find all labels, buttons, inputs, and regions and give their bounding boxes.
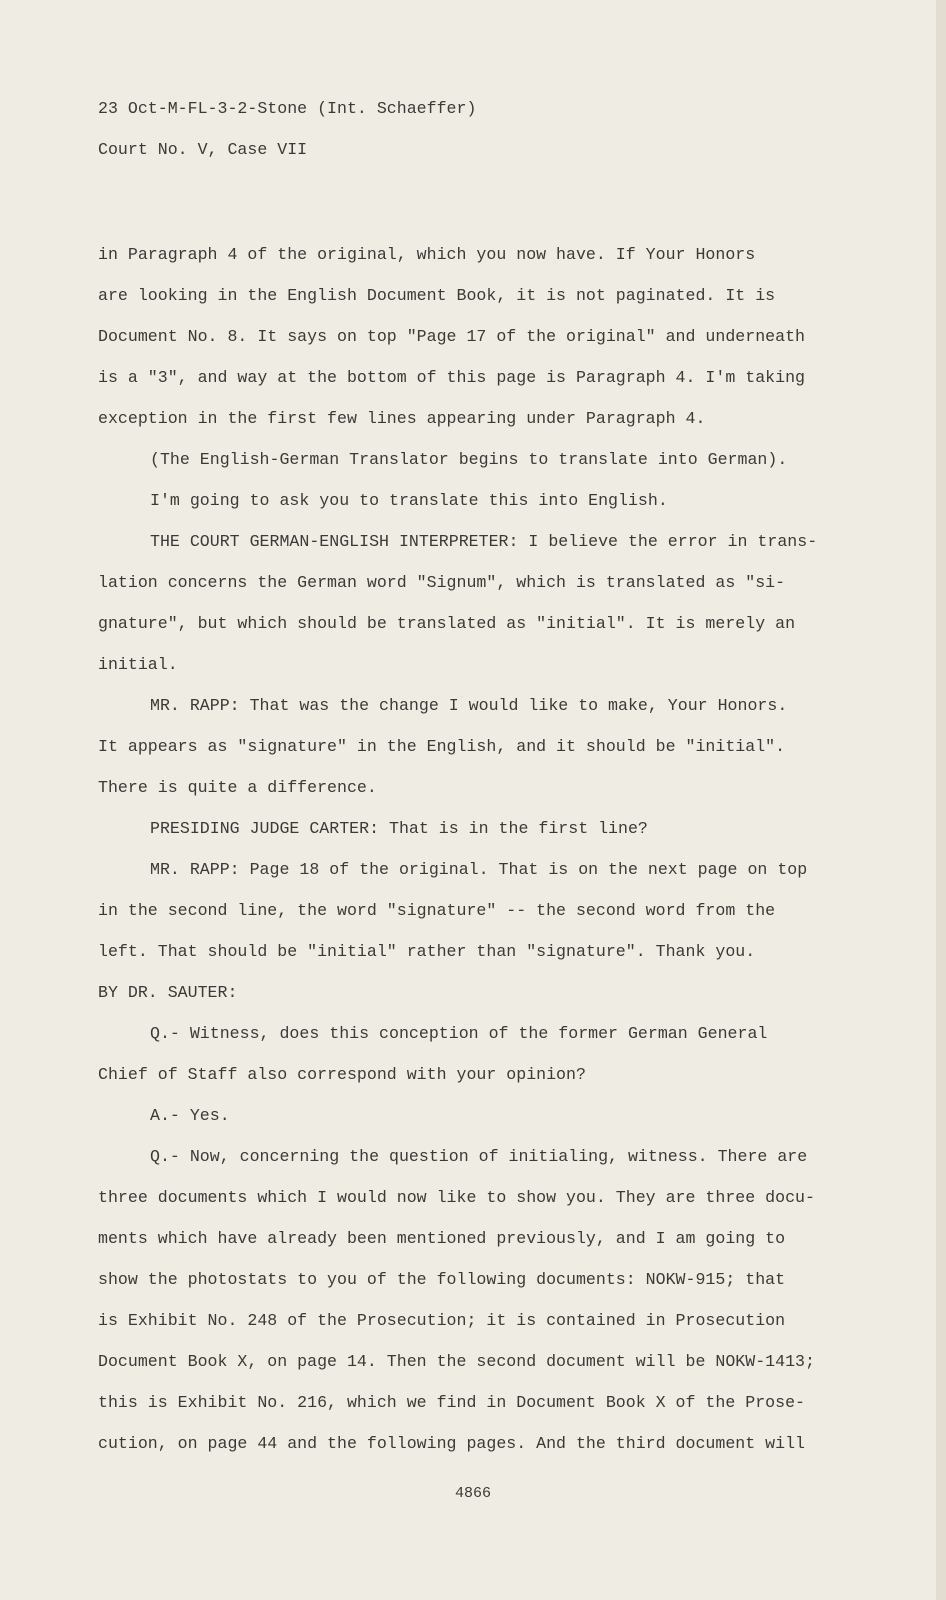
header-court: Court No. V, Case VII xyxy=(98,140,308,159)
body-line: Q.- Witness, does this conception of the former German General xyxy=(150,1024,768,1043)
body-line: Q.- Now, concerning the question of initialing, witness. There are xyxy=(150,1147,808,1166)
body-line: ments which have already been mentioned previously, and I am going to xyxy=(98,1229,786,1248)
body-line: PRESIDING JUDGE CARTER: That is in the first line? xyxy=(150,819,648,838)
body-line: MR. RAPP: That was the change I would like to make, Your Honors. xyxy=(150,696,788,715)
page-edge-shadow xyxy=(936,0,946,1600)
body-line: initial. xyxy=(98,655,178,674)
body-line: BY DR. SAUTER: xyxy=(98,983,238,1002)
body-line: MR. RAPP: Page 18 of the original. That is on the next page on top xyxy=(150,860,808,879)
body-line: left. That should be "initial" rather than "signature". Thank you. xyxy=(98,942,756,961)
body-line: are looking in the English Document Book, it is not paginated. It is xyxy=(98,286,776,305)
body-line: three documents which I would now like to show you. They are three docu- xyxy=(98,1188,815,1207)
body-line: It appears as "signature" in the English, and it should be "initial". xyxy=(98,737,786,756)
body-line: is Exhibit No. 248 of the Prosecution; it is contained in Prosecution xyxy=(98,1311,786,1330)
body-line: cution, on page 44 and the following pages. And the third document will xyxy=(98,1434,806,1453)
body-line: gnature", but which should be translated as "initial". It is merely an xyxy=(98,614,796,633)
body-line: is a "3", and way at the bottom of this page is Paragraph 4. I'm taking xyxy=(98,368,806,387)
body-line: exception in the first few lines appearing under Paragraph 4. xyxy=(98,409,706,428)
body-line: A.- Yes. xyxy=(150,1106,230,1125)
header-reference: 23 Oct-M-FL-3-2-Stone (Int. Schaeffer) xyxy=(98,99,477,118)
body-line: There is quite a difference. xyxy=(98,778,377,797)
page-number: 4866 xyxy=(454,1485,491,1502)
body-line: this is Exhibit No. 216, which we find in Document Book X of the Prose- xyxy=(98,1393,806,1412)
body-line: I'm going to ask you to translate this into English. xyxy=(150,491,668,510)
body-line: (The English-German Translator begins to translate into German). xyxy=(150,450,788,469)
body-line: in the second line, the word "signature" -- the second word from the xyxy=(98,901,776,920)
body-line: show the photostats to you of the following documents: NOKW-915; that xyxy=(98,1270,786,1289)
body-line: Document No. 8. It says on top "Page 17 of the original" and underneath xyxy=(98,327,806,346)
body-line: Document Book X, on page 14. Then the second document will be NOKW-1413; xyxy=(98,1352,815,1371)
body-line: Chief of Staff also correspond with your opinion? xyxy=(98,1065,586,1084)
body-line: in Paragraph 4 of the original, which you now have. If Your Honors xyxy=(98,245,756,264)
body-line: THE COURT GERMAN-ENGLISH INTERPRETER: I believe the error in trans- xyxy=(150,532,818,551)
body-line: lation concerns the German word "Signum", which is translated as "si- xyxy=(98,573,786,592)
